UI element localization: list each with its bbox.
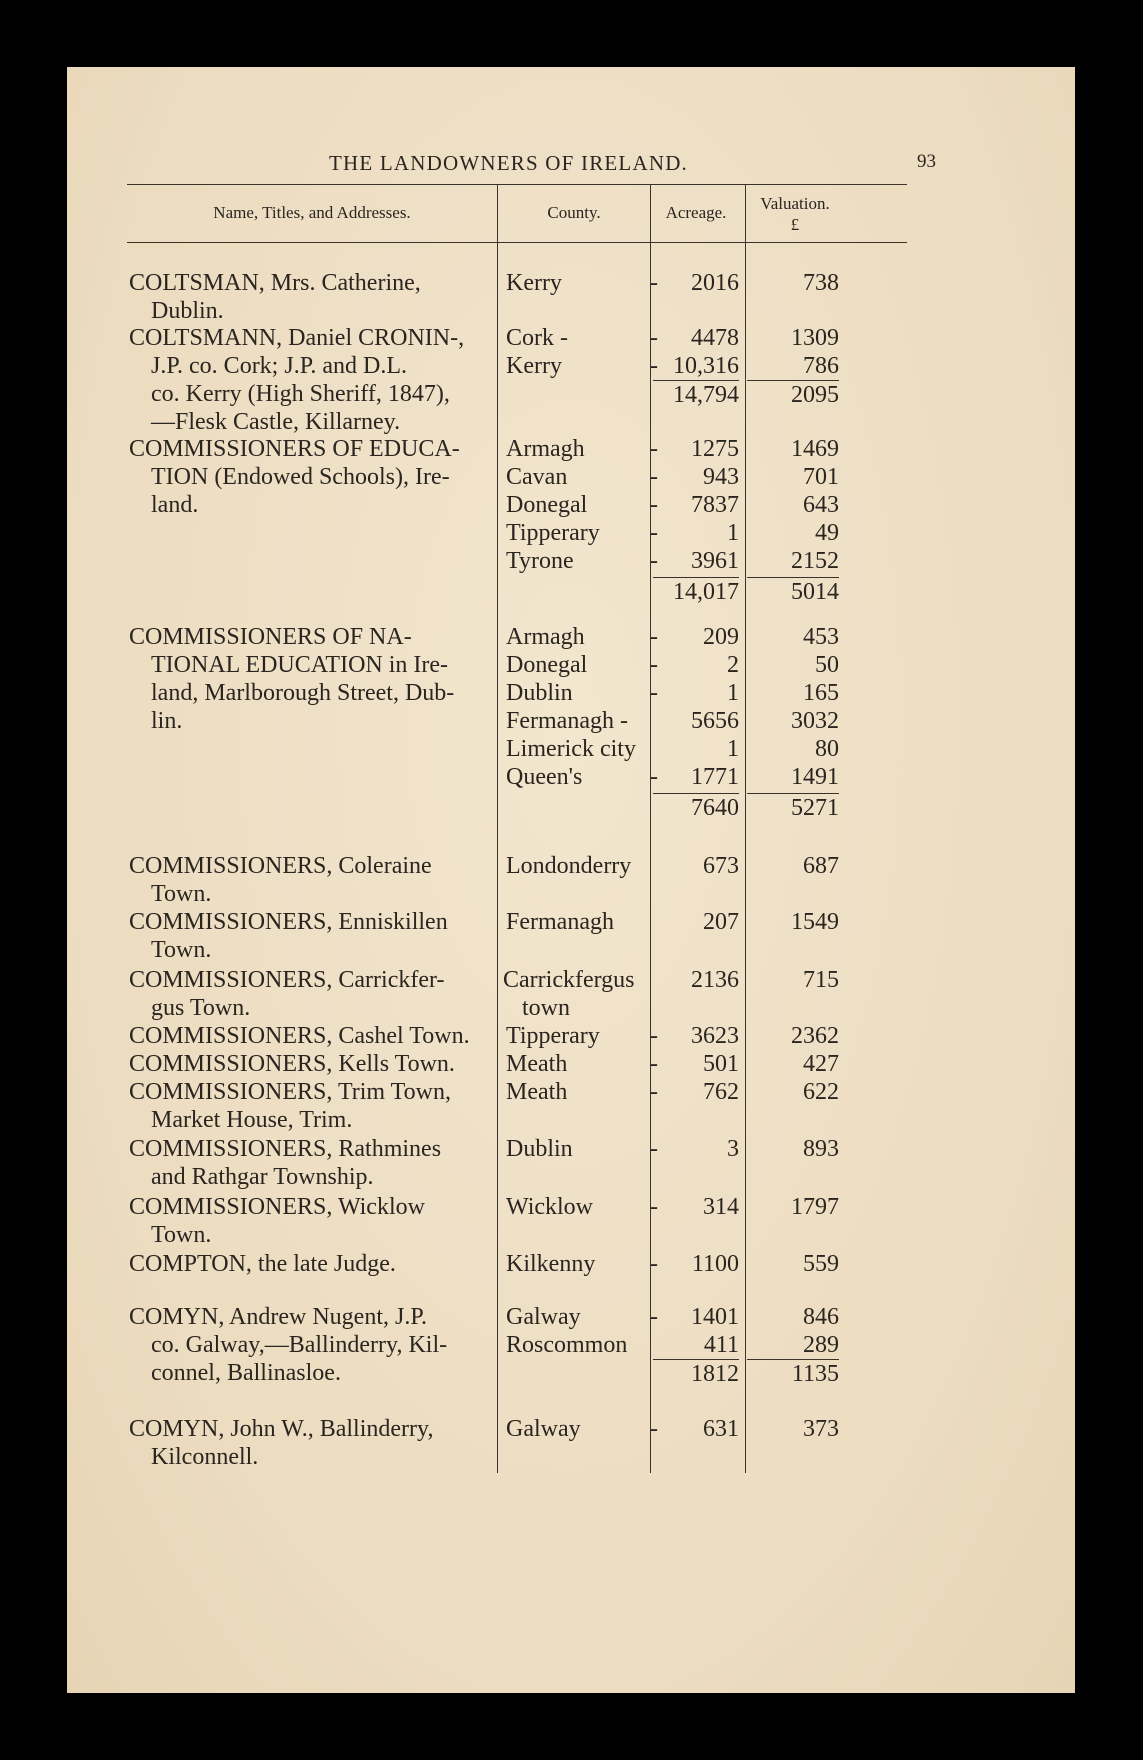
- entry-name-line: COMMISSIONERS, Cashel Town.: [129, 1023, 470, 1049]
- entry-name-line: COMMISSIONERS, Kells Town.: [129, 1051, 455, 1077]
- entry-name-line: COMYN, John W., Ballinderry,: [129, 1416, 434, 1442]
- acreage-total: 7640: [653, 793, 739, 822]
- valuation-cell: 165: [803, 680, 839, 706]
- acreage-cell: 411: [703, 1332, 739, 1358]
- entry-name-line: COMMISSIONERS, Wicklow: [129, 1194, 425, 1220]
- valuation-cell: 786: [803, 353, 839, 379]
- acreage-cell: 2016: [691, 270, 739, 296]
- county-cell: Roscommon: [506, 1332, 628, 1358]
- entry-name-line: COMMISSIONERS, Coleraine: [129, 853, 432, 879]
- valuation-cell: 3032: [791, 708, 839, 734]
- entry-name-line: co. Kerry (High Sheriff, 1847),: [151, 381, 450, 407]
- county-cell: Galway -: [506, 1416, 658, 1442]
- valuation-cell: 1309: [791, 325, 839, 351]
- column-header-acreage: Acreage.: [665, 203, 727, 222]
- acreage-cell: 1275: [691, 436, 739, 462]
- entry-name-line: lin.: [151, 708, 183, 734]
- valuation-cell: 1469: [791, 436, 839, 462]
- valuation-cell: 427: [803, 1051, 839, 1077]
- entry-name-line: land, Marlborough Street, Dub-: [151, 680, 455, 706]
- entry-name-line: COMMISSIONERS, Enniskillen: [129, 909, 448, 935]
- county-cell: Donegal -: [506, 492, 658, 518]
- county-cell: Cavan -: [506, 464, 658, 490]
- entry-name: [129, 1303, 549, 1387]
- county-cell: Limerick city: [506, 736, 636, 762]
- book-page: [67, 67, 1075, 1693]
- entry-name-line: COMPTON, the late Judge.: [129, 1251, 396, 1277]
- header-bottom-rule: [127, 242, 907, 243]
- acreage-cell: 501: [703, 1051, 739, 1077]
- acreage-cell: 2: [727, 652, 739, 678]
- acreage-cell: 2136: [691, 967, 739, 993]
- entry-name-line: Town.: [151, 937, 212, 963]
- acreage-cell: 3623: [691, 1023, 739, 1049]
- acreage-cell: 673: [703, 853, 739, 879]
- entry-name-line: COMMISSIONERS, Trim Town,: [129, 1079, 451, 1105]
- column-divider-acreage: [745, 185, 746, 1473]
- entry-name-line: COMMISSIONERS OF NA-: [129, 624, 412, 650]
- county-cell: Dublin -: [506, 1136, 658, 1162]
- entry-name-line: Town.: [151, 1222, 212, 1248]
- page-number: 93: [917, 151, 936, 172]
- county-cell: Wicklow -: [506, 1194, 658, 1220]
- valuation-cell: 50: [815, 652, 839, 678]
- valuation-cell: 1549: [791, 909, 839, 935]
- acreage-cell: 5656: [691, 708, 739, 734]
- valuation-cell: 289: [803, 1332, 839, 1358]
- county-cell: Cork - -: [506, 325, 658, 351]
- county-cell: Londonderry: [506, 853, 632, 879]
- entry-name: [129, 324, 549, 436]
- entry-name: [129, 1193, 549, 1249]
- entry-name: [129, 1415, 549, 1471]
- county-cell: Dublin -: [506, 680, 658, 706]
- acreage-cell: 1: [727, 680, 739, 706]
- valuation-cell: 622: [803, 1079, 839, 1105]
- acreage-cell: 1771: [691, 764, 739, 790]
- entry-name-line: land.: [151, 492, 199, 518]
- acreage-cell: 1: [727, 520, 739, 546]
- valuation-cell: 2152: [791, 548, 839, 574]
- header-top-rule: [127, 184, 907, 185]
- entry-name-line: Dublin.: [151, 298, 224, 324]
- entry-name-line: Market House, Trim.: [151, 1107, 353, 1133]
- valuation-total: 5014: [747, 577, 839, 606]
- acreage-total: 14,017: [653, 577, 739, 606]
- acreage-cell: 631: [703, 1416, 739, 1442]
- acreage-cell: 314: [703, 1194, 739, 1220]
- acreage-cell: 4478: [691, 325, 739, 351]
- acreage-cell: 943: [703, 464, 739, 490]
- acreage-cell: 1: [727, 736, 739, 762]
- acreage-cell: 3: [727, 1136, 739, 1162]
- entry-name: [129, 852, 549, 908]
- county-cell: Armagh -: [506, 624, 658, 650]
- acreage-cell: 3961: [691, 548, 739, 574]
- entry-name-line: connel, Ballinasloe.: [151, 1360, 341, 1386]
- entry-name-line: TIONAL EDUCATION in Ire-: [151, 652, 449, 678]
- entry-name-line: COMMISSIONERS OF EDUCA-: [129, 436, 460, 462]
- acreage-cell: 1100: [691, 1251, 739, 1277]
- entry-name: [129, 1050, 549, 1078]
- county-cell: Fermanagh: [506, 909, 614, 935]
- county-cell: Fermanagh -: [506, 708, 628, 734]
- valuation-cell: 80: [815, 736, 839, 762]
- acreage-cell: 1401: [691, 1304, 739, 1330]
- entry-name: [129, 908, 549, 964]
- entry-name-line: co. Galway,—Ballinderry, Kil-: [151, 1332, 448, 1358]
- acreage-cell: 207: [703, 909, 739, 935]
- acreage-cell: 10,316: [673, 353, 739, 379]
- county-cell: Meath -: [506, 1051, 658, 1077]
- county-cell: Armagh -: [506, 436, 658, 462]
- county-cell: Tyrone -: [506, 548, 658, 574]
- entry-name-line: and Rathgar Township.: [151, 1164, 374, 1190]
- valuation-cell: 373: [803, 1416, 839, 1442]
- valuation-cell: 643: [803, 492, 839, 518]
- county-cell: Queen's -: [506, 764, 658, 790]
- entry-name-line: —Flesk Castle, Killarney.: [151, 409, 401, 435]
- county-cell: Tipperary -: [506, 520, 658, 546]
- valuation-cell: 701: [803, 464, 839, 490]
- county-cell: Donegal -: [506, 652, 658, 678]
- entry-name: [129, 1135, 549, 1191]
- county-cell: Kerry -: [506, 270, 658, 296]
- county-cell: Galway -: [506, 1304, 658, 1330]
- valuation-cell: 453: [803, 624, 839, 650]
- entry-name-line: TION (Endowed Schools), Ire-: [151, 464, 450, 490]
- column-header-valuation: Valuation.: [760, 194, 830, 213]
- running-title: THE LANDOWNERS OF IRELAND.: [329, 151, 689, 175]
- valuation-cell: 846: [803, 1304, 839, 1330]
- entry-name-line: Town.: [151, 881, 212, 907]
- entry-name-line: COMMISSIONERS, Rathmines: [129, 1136, 442, 1162]
- county-cell: Carrickfergus: [503, 967, 635, 993]
- column-header-name: Name, Titles, and Addresses.: [213, 203, 411, 222]
- valuation-cell: 559: [803, 1251, 839, 1277]
- entry-name: [129, 1250, 549, 1278]
- valuation-total: 5271: [747, 793, 839, 822]
- county-cell: Kilkenny -: [506, 1251, 658, 1277]
- valuation-total: 1135: [747, 1359, 839, 1388]
- entry-name-line: COLTSMANN, Daniel CRONIN-,: [129, 325, 465, 351]
- entry-name-line: COMMISSIONERS, Carrickfer-: [129, 967, 445, 993]
- entry-name-line: COMYN, Andrew Nugent, J.P.: [129, 1304, 428, 1330]
- entry-name: [129, 269, 549, 325]
- entry-name-line: COLTSMAN, Mrs. Catherine,: [129, 270, 421, 296]
- county-cell: Tipperary -: [506, 1023, 658, 1049]
- valuation-cell: 687: [803, 853, 839, 879]
- column-header-valuation-unit: £: [790, 215, 800, 234]
- valuation-cell: 1491: [791, 764, 839, 790]
- valuation-cell: 715: [803, 967, 839, 993]
- entry-name: [129, 435, 549, 519]
- valuation-cell: 2362: [791, 1023, 839, 1049]
- acreage-cell: 7837: [691, 492, 739, 518]
- entry-name: [129, 623, 549, 735]
- entry-name-line: J.P. co. Cork; J.P. and D.L.: [151, 353, 408, 379]
- entry-name: [129, 966, 549, 1022]
- acreage-total: 14,794: [653, 380, 739, 409]
- county-cell-continued: town: [522, 995, 570, 1021]
- valuation-cell: 49: [815, 520, 839, 546]
- entry-name: [129, 1022, 549, 1050]
- county-cell: Meath -: [506, 1079, 658, 1105]
- valuation-cell: 893: [803, 1136, 839, 1162]
- entry-name-line: gus Town.: [151, 995, 251, 1021]
- column-header-county: County.: [547, 203, 601, 222]
- entry-name-line: Kilconnell.: [151, 1444, 259, 1470]
- valuation-total: 2095: [747, 380, 839, 409]
- valuation-cell: 1797: [791, 1194, 839, 1220]
- acreage-total: 1812: [653, 1359, 739, 1388]
- acreage-cell: 209: [703, 624, 739, 650]
- entry-name: [129, 1078, 549, 1134]
- acreage-cell: 762: [703, 1079, 739, 1105]
- county-cell: Kerry -: [506, 353, 658, 379]
- valuation-cell: 738: [803, 270, 839, 296]
